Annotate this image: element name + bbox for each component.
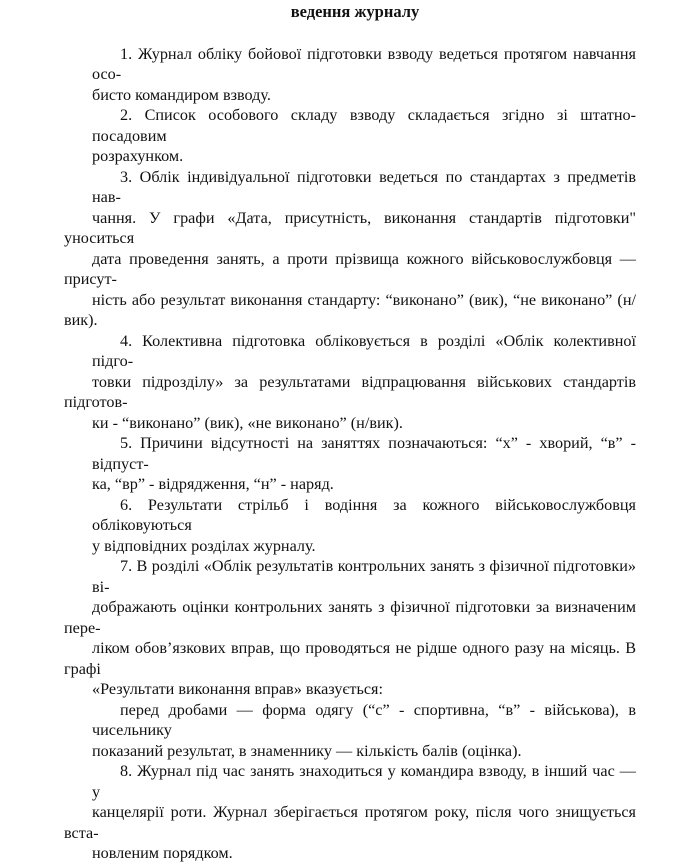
text-line: 6. Результати стрільб і водіння за кожного військовослужбовця обліковуються — [92, 495, 636, 534]
text-line: 7. В розділі «Облік результатів контрольних занять з фізичної підготовки» ві- — [92, 557, 636, 596]
text-line: 1. Журнал обліку бойової підготовки взводу ведеться протягом навчання осо- — [92, 44, 636, 83]
text-line: товки підрозділу» за результатами відпрацювання військових стандартів підготов- — [64, 372, 636, 411]
text-line: чання. У графи «Дата, присутність, виконання стандартів підготовки" уноситься — [64, 208, 636, 247]
text-line: ки - “виконано” (вик), «не виконано” (н/вик). — [92, 413, 403, 432]
document-title: ведення журналу — [290, 2, 420, 21]
text-line: дображають оцінки контрольних занять з фізичної підготовки за визначеним пере- — [64, 598, 636, 637]
paragraph-7-continuation — [64, 700, 636, 762]
text-line: канцелярії роти. Журнал зберігається протягом року, після чого знищується вста- — [64, 803, 636, 842]
paragraph-7 — [64, 556, 636, 700]
text-line: дата проведення занять, а проти прізвища кожного військовослужбовця — присут- — [64, 249, 636, 288]
text-line: у відповідних розділах журналу. — [92, 536, 316, 555]
text-line: ність або результат виконання стандарту: “виконано” (вик), “не виконано” (н/вик). — [64, 290, 636, 329]
paragraph-1 — [64, 44, 636, 106]
document-page — [64, 2, 636, 864]
paragraph-6 — [64, 495, 636, 557]
paragraph-8 — [64, 761, 636, 864]
paragraph-4 — [64, 331, 636, 434]
text-line: 8. Журнал під час занять знаходиться у командира взводу, в інший час — у — [92, 762, 636, 801]
text-line: розрахунком. — [92, 147, 184, 165]
text-line: 5. Причини відсутності на заняттях позначаються: “х” - хворий, “в” - відпуст- — [92, 434, 636, 473]
text-line: ка, “вр” - відрядження, “н” - наряд. — [92, 475, 334, 493]
paragraph-2 — [64, 105, 636, 167]
text-line: новленим порядком. — [92, 844, 233, 862]
text-line: 3. Облік індивідуальної підготовки ведеться по стандартах з предметів нав- — [92, 167, 636, 206]
text-line: 2. Список особового складу взводу складається згідно зі штатно-посадовим — [92, 106, 636, 145]
paragraph-3 — [64, 167, 636, 331]
text-line: показаний результат, в знаменнику — кількість балів (оцінка). — [92, 741, 522, 760]
text-line: перед дробами — форма одягу (“с” - спортивна, “в” - військова), в чисельнику — [92, 700, 636, 739]
text-line: 4. Колективна підготовка обліковується в розділі «Облік колективної підго- — [92, 331, 636, 370]
text-line: бисто командиром взводу. — [92, 85, 271, 104]
paragraph-5 — [64, 433, 636, 495]
text-line: «Результати виконання вправ» вказується: — [92, 680, 383, 698]
text-line: ліком обов’язкових вправ, що проводяться не рідше одного разу на місяць. В графі — [64, 639, 636, 678]
